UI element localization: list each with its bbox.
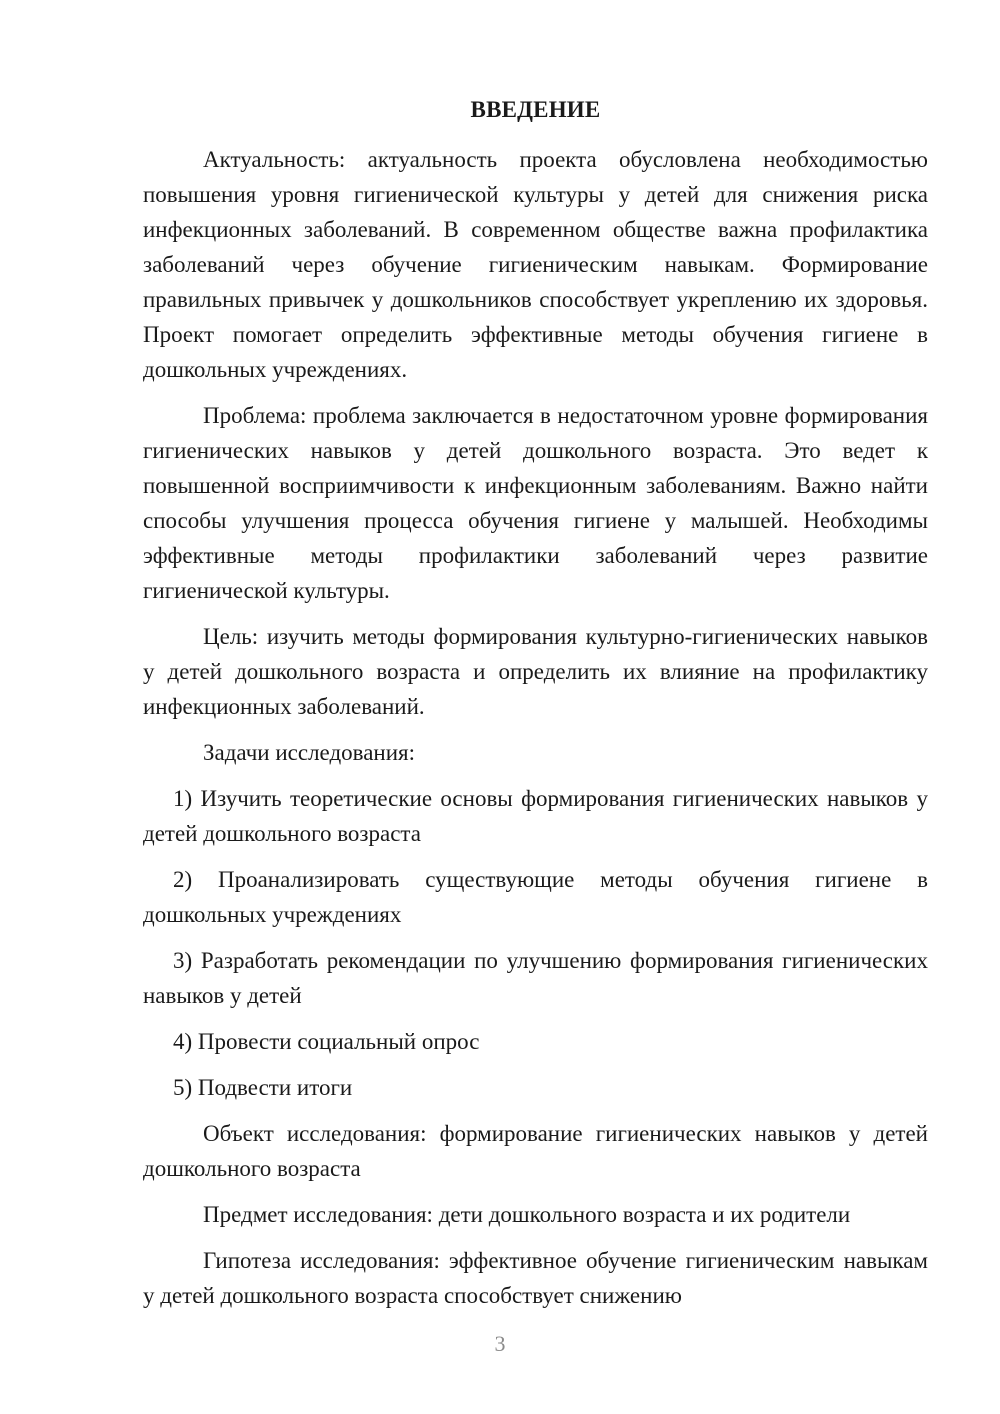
subject-paragraph: Предмет исследования: дети дошкольного возраста и их родители	[203, 1202, 851, 1227]
task-item-3: 3) Разработать рекомендации по улучшению формирования гигиенических навыков у детей	[143, 948, 928, 1008]
tasks-heading: Задачи исследования:	[203, 740, 416, 765]
task-item-5: 5) Подвести итоги	[173, 1075, 353, 1100]
task-item-1: 1) Изучить теоретические основы формирования гигиенических навыков у детей дошкольного возраста	[143, 786, 928, 846]
document-page	[143, 92, 928, 1313]
object-paragraph: Объект исследования: формирование гигиенических навыков у детей дошкольного возраста	[143, 1121, 928, 1181]
hypothesis-paragraph: Гипотеза исследования: эффективное обучение гигиеническим навыкам у детей дошкольного возраста способствует снижению	[143, 1248, 928, 1308]
page-number: 3	[494, 1331, 506, 1356]
relevance-paragraph: Актуальность: актуальность проекта обусловлена необходимостью повышения уровня гигиенической культуры у детей для снижения риска инфекционных заболеваний. В современном обществе важна профилактика заболеваний через обучение гигиеническим навыкам. Формирование правильных привычек у дошкольников способствует укреплению их здоровья. Проект помогает определить эффективные методы обучения гигиене в дошкольных учреждениях.	[143, 147, 928, 382]
problem-paragraph: Проблема: проблема заключается в недостаточном уровне формирования гигиенических навыков у детей дошкольного возраста. Это ведет к повышенной восприимчивости к инфекционным заболеваниям. Важно найти способы улучшения процесса обучения гигиене у малышей. Необходимы эффективные методы профилактики заболеваний через развитие гигиенической культуры.	[143, 403, 928, 603]
task-item-4: 4) Провести социальный опрос	[173, 1029, 480, 1054]
section-title: ВВЕДЕНИЕ	[470, 97, 601, 122]
goal-paragraph: Цель: изучить методы формирования культурно-гигиенических навыков у детей дошкольного возраста и определить их влияние на профилактику инфекционных заболеваний.	[143, 624, 928, 719]
task-item-2: 2) Проанализировать существующие методы обучения гигиене в дошкольных учреждениях	[143, 867, 928, 927]
